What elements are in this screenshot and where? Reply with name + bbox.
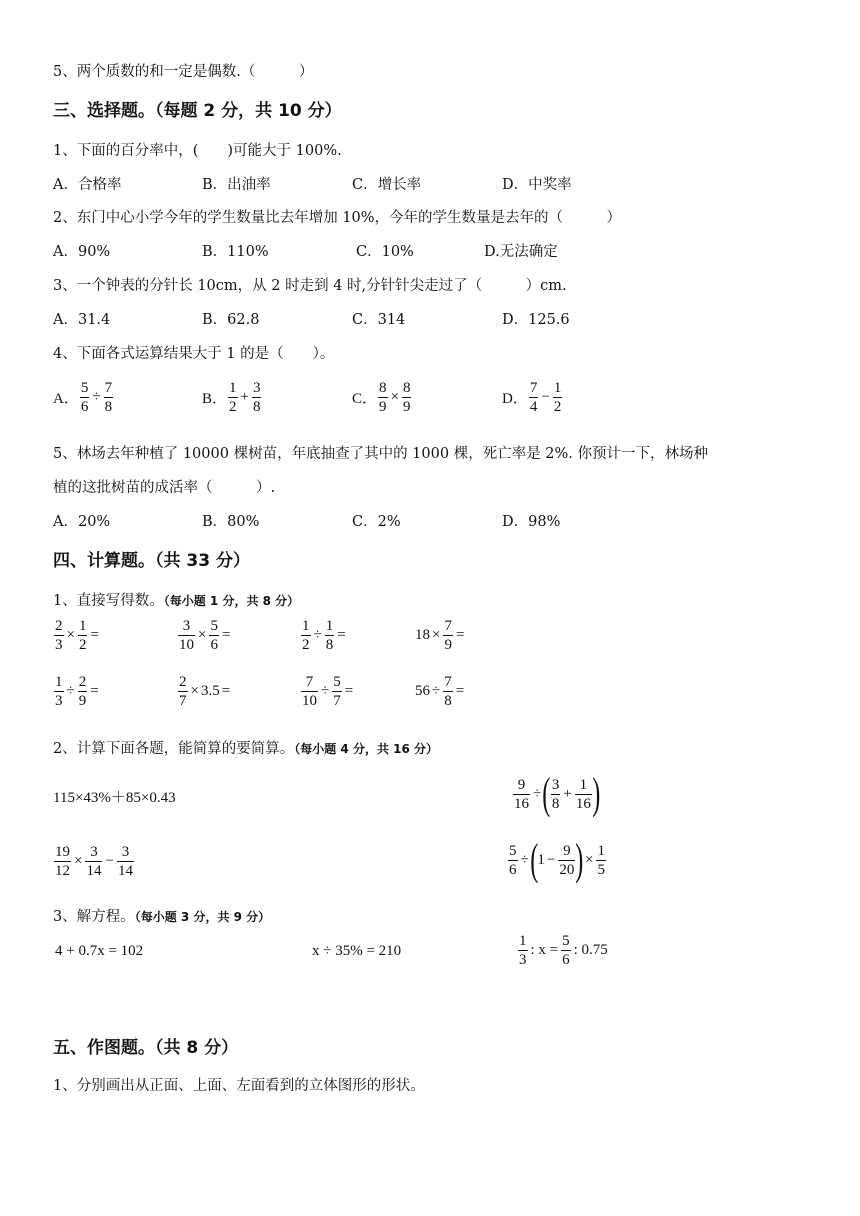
fraction <box>513 777 530 812</box>
denominator: 6 <box>210 637 218 653</box>
fraction <box>209 618 219 653</box>
equals-sign: = <box>337 627 346 643</box>
equation-middle: : x = <box>530 942 559 958</box>
option-c: C．增长率 <box>352 177 422 193</box>
section-heading: 四、计算题。（共 33 分） <box>53 551 250 571</box>
fraction <box>561 933 571 968</box>
numerator: 3 <box>90 844 98 860</box>
question-text: 5、两个质数的和一定是偶数.（ ） <box>53 64 314 80</box>
question-stem: 3、一个钟表的分针长 10cm，从 2 时走到 4 时,分针针尖走过了（ ）cm. <box>53 278 567 294</box>
question-stem <box>53 589 299 610</box>
denominator: 6 <box>80 399 89 415</box>
fraction <box>104 380 114 415</box>
fraction <box>529 380 539 415</box>
section-heading: 五、作图题。（共 8 分） <box>53 1038 239 1058</box>
denominator: 2 <box>229 399 237 415</box>
direct-calc-item <box>415 618 466 653</box>
denominator: 20 <box>559 861 575 878</box>
numerator: 1 <box>553 380 562 396</box>
denominator: 16 <box>575 795 591 812</box>
denominator: 9 <box>379 399 387 415</box>
question-stem: 2、东门中心小学今年的学生数量比去年增加 10%，今年的学生数量是去年的（ ） <box>53 210 622 226</box>
question-text: 3、解方程。 <box>53 909 135 925</box>
fraction <box>325 618 335 653</box>
numerator: 8 <box>402 380 411 396</box>
question-stem <box>53 905 270 926</box>
operator: ÷ <box>66 683 75 699</box>
operator: × <box>66 627 75 643</box>
fraction <box>54 674 64 709</box>
direct-calc-item <box>177 618 232 653</box>
question-text: 1、直接写得数。 <box>53 593 164 609</box>
denominator: 2 <box>78 637 87 653</box>
option-b: B．110% <box>202 244 269 260</box>
right-paren: ) <box>575 835 584 884</box>
option-a: A．31.4 <box>53 312 111 328</box>
denominator: 7 <box>333 693 341 709</box>
operator: × <box>432 627 441 643</box>
expression: 115×43%＋85×0.43 <box>53 790 176 806</box>
score-note: （每小题 1 分，共 8 分） <box>163 594 300 608</box>
option-c: C．10% <box>356 244 414 260</box>
fraction <box>443 674 453 709</box>
numerator: 7 <box>444 674 452 690</box>
score-note: （每小题 3 分，共 9 分） <box>134 910 271 924</box>
numerator: 5 <box>210 618 218 634</box>
option-letter: D． <box>502 391 528 407</box>
denominator: 3 <box>55 693 63 709</box>
equals-sign: = <box>90 627 99 643</box>
denominator: 4 <box>529 399 538 415</box>
numerator: 7 <box>305 674 314 690</box>
fraction <box>301 618 311 653</box>
number: 1 <box>537 851 545 868</box>
denominator: 12 <box>55 863 70 879</box>
numerator: 8 <box>379 380 387 396</box>
numerator: 3 <box>252 380 261 396</box>
equals-sign: = <box>455 683 465 699</box>
question-stem: 5、林场去年种植了 10000 棵树苗，年底抽查了其中的 1000 棵，死亡率是 2%. 你预计一下，林场种 <box>53 446 709 462</box>
option-d: D．中奖率 <box>502 177 572 193</box>
fraction <box>252 380 262 415</box>
fraction <box>228 380 238 415</box>
numerator: 5 <box>333 674 341 690</box>
numerator: 2 <box>78 674 87 690</box>
denominator: 9 <box>78 693 87 709</box>
direct-calc-item <box>415 674 466 709</box>
question-stem: 1、下面的百分率中，( )可能大于 100%. <box>53 143 342 159</box>
option-c <box>352 380 412 415</box>
operator: ÷ <box>92 389 101 405</box>
fraction <box>575 777 592 812</box>
denominator: 3 <box>55 637 63 653</box>
option-d: D．98% <box>502 514 561 530</box>
expression <box>53 844 135 879</box>
question-stem <box>53 737 438 758</box>
denominator: 8 <box>252 399 261 415</box>
equation-tail: : 0.75 <box>573 942 608 958</box>
fraction <box>402 380 412 415</box>
denominator: 5 <box>597 861 605 878</box>
option-a: A．合格率 <box>53 177 122 193</box>
equals-sign: = <box>455 627 465 643</box>
numerator: 7 <box>529 380 538 396</box>
option-c: C．314 <box>352 312 406 328</box>
option-d: D．125.6 <box>502 312 570 328</box>
operator: × <box>198 627 207 643</box>
denominator: 10 <box>179 637 194 653</box>
numerator: 1 <box>55 674 63 690</box>
numerator: 3 <box>121 844 130 860</box>
denominator: 8 <box>444 693 452 709</box>
question-stem-continued: 植的这批树苗的成活率（ ）. <box>53 480 276 496</box>
operator: ÷ <box>533 785 542 802</box>
fraction <box>178 674 188 709</box>
denominator: 9 <box>444 637 452 653</box>
denominator: 10 <box>302 693 317 709</box>
option-letter: A． <box>53 391 79 407</box>
fraction <box>518 933 528 968</box>
section-heading: 三、选择题。（每题 2 分，共 10 分） <box>53 101 342 121</box>
expression <box>512 769 601 818</box>
equals-sign: = <box>221 683 231 699</box>
numerator: 3 <box>182 618 191 634</box>
fraction <box>85 844 102 879</box>
left-paren: ( <box>542 769 551 818</box>
question-text: 2、计算下面各题，能简算的要简算。 <box>53 741 295 757</box>
fraction <box>332 674 342 709</box>
fraction <box>117 844 134 879</box>
numerator: 1 <box>519 933 527 949</box>
fraction <box>54 618 64 653</box>
question-stem: 1、分别画出从正面、上面、左面看到的立体图形的形状。 <box>53 1078 425 1094</box>
operator: ÷ <box>321 683 330 699</box>
direct-calc-item <box>177 674 232 709</box>
operator: × <box>585 851 594 868</box>
option-d <box>502 380 563 415</box>
direct-calc-item <box>300 674 355 709</box>
fraction <box>443 618 453 653</box>
fraction <box>78 618 88 653</box>
operator: − <box>541 389 550 405</box>
fraction <box>508 843 518 878</box>
numerator: 1 <box>325 618 334 634</box>
operator: × <box>190 683 199 699</box>
score-note: （每小题 4 分，共 16 分） <box>294 742 438 756</box>
option-letter: C． <box>352 391 378 407</box>
denominator: 7 <box>179 693 187 709</box>
denominator: 6 <box>562 952 570 968</box>
option-a: A．90% <box>53 244 111 260</box>
option-a <box>53 380 114 415</box>
denominator: 8 <box>551 795 560 812</box>
fraction <box>378 380 388 415</box>
option-b: B．62.8 <box>202 312 260 328</box>
numerator: 1 <box>302 618 310 634</box>
operator: + <box>563 785 572 802</box>
denominator: 9 <box>402 399 411 415</box>
option-b: B．80% <box>202 514 260 530</box>
numerator: 5 <box>80 380 89 396</box>
operator: × <box>74 853 83 869</box>
numerator: 9 <box>563 842 571 859</box>
equals-sign: = <box>344 683 354 699</box>
equation: x ÷ 35% = 210 <box>312 943 402 959</box>
fraction <box>80 380 90 415</box>
numerator: 1 <box>229 380 237 396</box>
numerator: 5 <box>562 933 570 949</box>
numerator: 9 <box>517 776 526 793</box>
whole-number: 56 <box>415 683 430 699</box>
numerator: 1 <box>78 618 87 634</box>
direct-calc-item <box>300 618 348 653</box>
fraction <box>54 844 71 879</box>
fraction <box>551 777 561 812</box>
operator: − <box>546 851 556 868</box>
fraction <box>178 618 195 653</box>
numerator: 3 <box>551 776 560 793</box>
fraction <box>558 843 575 878</box>
equals-sign: = <box>221 627 231 643</box>
fraction <box>553 380 563 415</box>
numerator: 7 <box>104 380 113 396</box>
denominator: 16 <box>514 795 529 812</box>
operator: × <box>390 389 399 405</box>
numerator: 7 <box>444 618 452 634</box>
equation: 4 + 0.7x = 102 <box>55 943 144 959</box>
right-paren: ) <box>592 769 601 818</box>
operator: + <box>240 389 249 405</box>
operator: ÷ <box>520 851 529 868</box>
option-d: D.无法确定 <box>484 244 558 260</box>
fraction <box>78 674 88 709</box>
denominator: 8 <box>325 637 334 653</box>
numerator: 2 <box>179 674 187 690</box>
equals-sign: = <box>90 683 99 699</box>
numerator: 19 <box>55 844 70 860</box>
denominator: 3 <box>519 952 527 968</box>
decimal-number: 3.5 <box>200 683 220 699</box>
operator: − <box>105 853 114 869</box>
option-c: C．2% <box>352 514 401 530</box>
operator: ÷ <box>432 683 441 699</box>
direct-calc-item <box>53 618 101 653</box>
denominator: 14 <box>117 863 133 879</box>
denominator: 2 <box>302 637 310 653</box>
question-stem: 4、下面各式运算结果大于 1 的是（ ）。 <box>53 346 335 362</box>
left-paren: ( <box>530 835 539 884</box>
option-letter: B． <box>202 391 228 407</box>
denominator: 2 <box>553 399 562 415</box>
expression <box>507 835 607 884</box>
fraction <box>596 843 606 878</box>
direct-calc-item <box>53 674 101 709</box>
numerator: 5 <box>509 842 517 859</box>
numerator: 2 <box>55 618 63 634</box>
numerator: 1 <box>579 776 588 793</box>
denominator: 14 <box>86 863 102 879</box>
operator: ÷ <box>313 627 322 643</box>
denominator: 8 <box>104 399 113 415</box>
fraction <box>301 674 318 709</box>
denominator: 6 <box>509 861 517 878</box>
option-b <box>202 380 262 415</box>
whole-number: 18 <box>415 627 430 643</box>
option-a: A．20% <box>53 514 111 530</box>
numerator: 1 <box>597 842 605 859</box>
option-b: B．出油率 <box>202 177 271 193</box>
equation <box>517 933 610 968</box>
